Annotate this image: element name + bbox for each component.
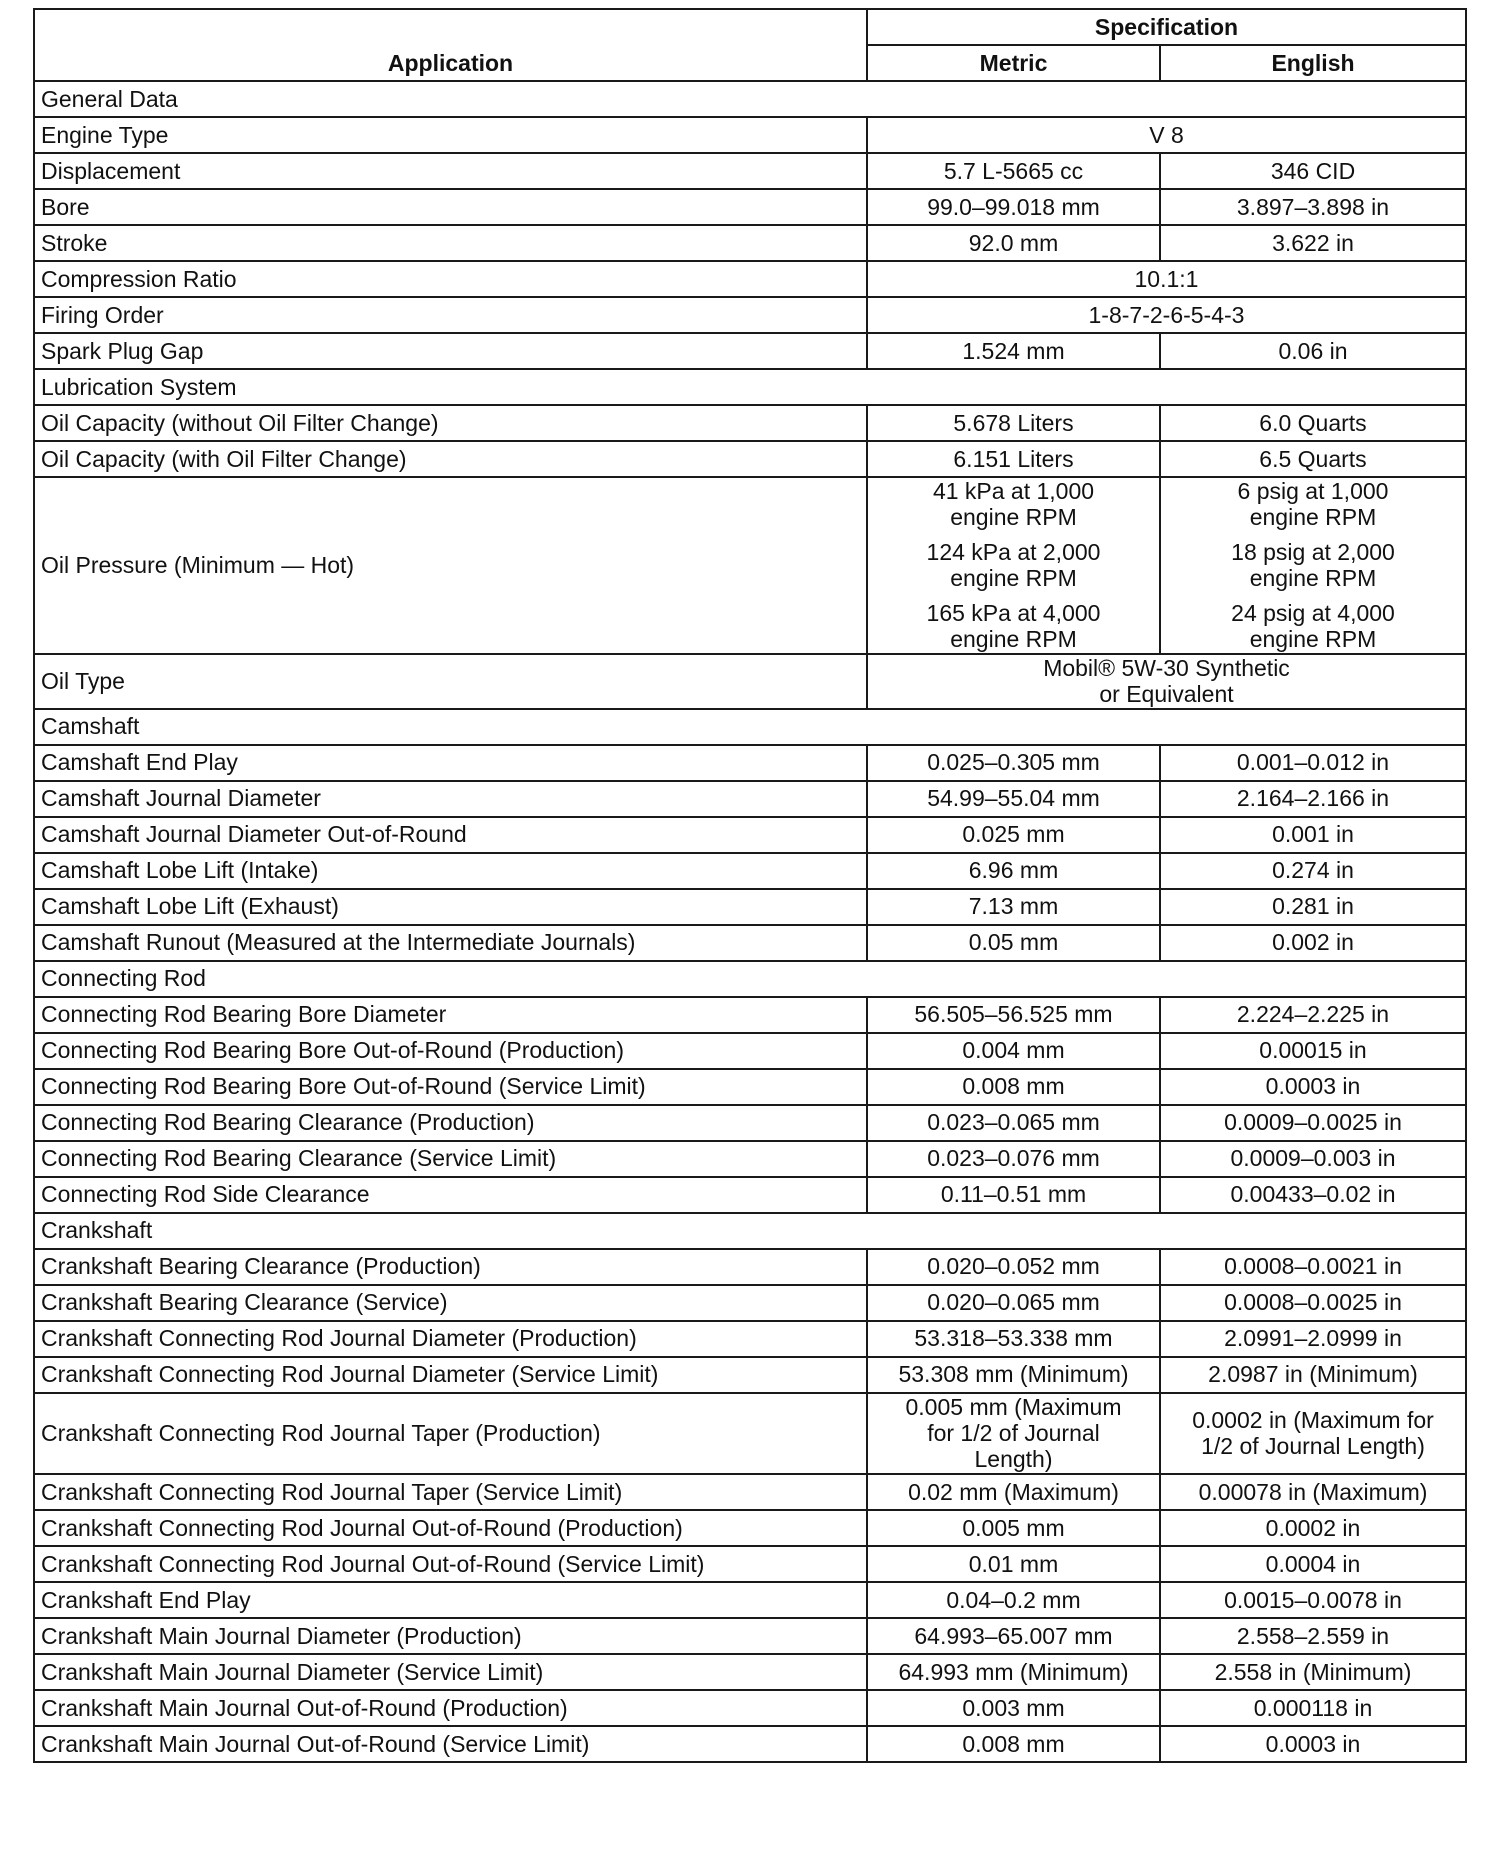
english-cell: 0.0015–0.0078 in bbox=[1160, 1582, 1466, 1618]
english-cell: 0.0002 in bbox=[1160, 1510, 1466, 1546]
application-cell: Crankshaft Connecting Rod Journal Diameter (Production) bbox=[34, 1321, 867, 1357]
english-cell: 0.06 in bbox=[1160, 333, 1466, 369]
english-cell: 0.001–0.012 in bbox=[1160, 745, 1466, 781]
metric-cell: 53.308 mm (Minimum) bbox=[867, 1357, 1160, 1393]
application-cell: Spark Plug Gap bbox=[34, 333, 867, 369]
english-cell-line: engine RPM bbox=[1249, 565, 1377, 592]
application-cell: Crankshaft Connecting Rod Journal Diameter (Service Limit) bbox=[34, 1357, 867, 1393]
merged-value-cell: 1-8-7-2-6-5-4-3 bbox=[867, 297, 1466, 333]
english-cell: 0.0009–0.003 in bbox=[1160, 1141, 1466, 1177]
metric-cell: 99.0–99.018 mm bbox=[867, 189, 1160, 225]
section-row bbox=[34, 1213, 1466, 1249]
section-row bbox=[34, 709, 1466, 745]
english-cell: 3.897–3.898 in bbox=[1160, 189, 1466, 225]
english-cell: 0.0004 in bbox=[1160, 1546, 1466, 1582]
table-row bbox=[34, 189, 1466, 225]
specification-header: Specification bbox=[867, 9, 1466, 45]
table-row bbox=[34, 1321, 1466, 1357]
english-cell-line: 6 psig at 1,000 bbox=[1237, 478, 1389, 504]
section-title: General Data bbox=[34, 81, 1466, 117]
metric-cell-line: 165 kPa at 4,000 bbox=[926, 599, 1101, 626]
application-cell: Crankshaft Main Journal Out-of-Round (Production) bbox=[34, 1690, 867, 1726]
table-row bbox=[34, 1357, 1466, 1393]
metric-cell-line: 124 kPa at 2,000 bbox=[926, 538, 1101, 565]
metric-cell: 0.003 mm bbox=[867, 1690, 1160, 1726]
metric-cell: 5.7 L-5665 cc bbox=[867, 153, 1160, 189]
application-cell: Crankshaft Connecting Rod Journal Out-of-Round (Service Limit) bbox=[34, 1546, 867, 1582]
metric-cell-line: engine RPM bbox=[950, 626, 1077, 653]
application-cell: Oil Capacity (with Oil Filter Change) bbox=[34, 441, 867, 477]
application-cell: Crankshaft Connecting Rod Journal Taper (Service Limit) bbox=[34, 1474, 867, 1510]
metric-cell: 6.151 Liters bbox=[867, 441, 1160, 477]
english-cell: 2.164–2.166 in bbox=[1160, 781, 1466, 817]
table-row bbox=[34, 889, 1466, 925]
application-cell: Connecting Rod Side Clearance bbox=[34, 1177, 867, 1213]
table-row bbox=[34, 1069, 1466, 1105]
application-cell: Connecting Rod Bearing Clearance (Production) bbox=[34, 1105, 867, 1141]
metric-cell: 0.004 mm bbox=[867, 1033, 1160, 1069]
table-row bbox=[34, 1285, 1466, 1321]
english-cell-line: engine RPM bbox=[1249, 626, 1377, 653]
english-cell: 0.00433–0.02 in bbox=[1160, 1177, 1466, 1213]
section-row bbox=[34, 81, 1466, 117]
table-row bbox=[34, 1546, 1466, 1582]
metric-cell: 0.05 mm bbox=[867, 925, 1160, 961]
metric-cell: 0.008 mm bbox=[867, 1069, 1160, 1105]
english-cell: 6.5 Quarts bbox=[1160, 441, 1466, 477]
table-row bbox=[34, 333, 1466, 369]
section-title: Camshaft bbox=[34, 709, 1466, 745]
english-cell-line: 1/2 of Journal Length) bbox=[1201, 1433, 1425, 1460]
table-row bbox=[34, 1474, 1466, 1510]
table-row bbox=[34, 1582, 1466, 1618]
english-header: English bbox=[1160, 45, 1466, 81]
section-row bbox=[34, 369, 1466, 405]
application-cell: Connecting Rod Bearing Bore Diameter bbox=[34, 997, 867, 1033]
table-row bbox=[34, 817, 1466, 853]
english-cell-line: 18 psig at 2,000 bbox=[1231, 538, 1395, 565]
english-cell: 2.558 in (Minimum) bbox=[1160, 1654, 1466, 1690]
metric-cell: 56.505–56.525 mm bbox=[867, 997, 1160, 1033]
metric-cell: 0.020–0.065 mm bbox=[867, 1285, 1160, 1321]
english-cell-line: 24 psig at 4,000 bbox=[1231, 599, 1395, 626]
english-cell-line: 0.0002 in (Maximum for bbox=[1192, 1406, 1434, 1433]
application-cell: Oil Type bbox=[34, 654, 867, 709]
table-row bbox=[34, 997, 1466, 1033]
metric-cell: 0.11–0.51 mm bbox=[867, 1177, 1160, 1213]
table-row bbox=[34, 1033, 1466, 1069]
english-cell: 0.0003 in bbox=[1160, 1069, 1466, 1105]
application-cell: Oil Pressure (Minimum — Hot) bbox=[34, 477, 867, 654]
table-row bbox=[34, 261, 1466, 297]
application-cell: Firing Order bbox=[34, 297, 867, 333]
table-row bbox=[34, 781, 1466, 817]
metric-cell-line: 0.005 mm (Maximum bbox=[905, 1393, 1122, 1420]
merged-value-cell-line: Mobil® 5W-30 Synthetic bbox=[1043, 654, 1290, 681]
table-row bbox=[34, 925, 1466, 961]
english-cell: 0.00078 in (Maximum) bbox=[1160, 1474, 1466, 1510]
english-cell: 0.274 in bbox=[1160, 853, 1466, 889]
metric-cell: 64.993–65.007 mm bbox=[867, 1618, 1160, 1654]
metric-cell bbox=[867, 1393, 1160, 1474]
engine-spec-table bbox=[33, 8, 1467, 1763]
metric-cell-line: engine RPM bbox=[950, 565, 1077, 592]
english-cell: 0.0008–0.0021 in bbox=[1160, 1249, 1466, 1285]
metric-cell: 0.01 mm bbox=[867, 1546, 1160, 1582]
table-row bbox=[34, 1726, 1466, 1762]
table-row bbox=[34, 1177, 1466, 1213]
application-cell: Crankshaft Connecting Rod Journal Taper (Production) bbox=[34, 1393, 867, 1474]
application-cell: Camshaft Lobe Lift (Exhaust) bbox=[34, 889, 867, 925]
application-cell: Camshaft End Play bbox=[34, 745, 867, 781]
metric-cell: 53.318–53.338 mm bbox=[867, 1321, 1160, 1357]
metric-cell: 5.678 Liters bbox=[867, 405, 1160, 441]
merged-value-cell: V 8 bbox=[867, 117, 1466, 153]
metric-cell: 0.008 mm bbox=[867, 1726, 1160, 1762]
metric-cell: 0.023–0.076 mm bbox=[867, 1141, 1160, 1177]
table-row bbox=[34, 1510, 1466, 1546]
english-cell bbox=[1160, 477, 1466, 654]
application-cell: Connecting Rod Bearing Bore Out-of-Round (Production) bbox=[34, 1033, 867, 1069]
table-row bbox=[34, 1105, 1466, 1141]
table-row bbox=[34, 1393, 1466, 1474]
table-row bbox=[34, 654, 1466, 709]
metric-cell-line: Length) bbox=[974, 1446, 1053, 1473]
section-title: Connecting Rod bbox=[34, 961, 1466, 997]
metric-cell: 0.023–0.065 mm bbox=[867, 1105, 1160, 1141]
metric-cell: 0.025 mm bbox=[867, 817, 1160, 853]
english-cell: 2.224–2.225 in bbox=[1160, 997, 1466, 1033]
application-cell: Camshaft Journal Diameter Out-of-Round bbox=[34, 817, 867, 853]
metric-header: Metric bbox=[867, 45, 1160, 81]
application-cell: Displacement bbox=[34, 153, 867, 189]
table-row bbox=[34, 441, 1466, 477]
application-cell: Oil Capacity (without Oil Filter Change) bbox=[34, 405, 867, 441]
table-row bbox=[34, 225, 1466, 261]
merged-value-cell bbox=[867, 654, 1466, 709]
section-title: Lubrication System bbox=[34, 369, 1466, 405]
application-cell: Crankshaft Connecting Rod Journal Out-of-Round (Production) bbox=[34, 1510, 867, 1546]
table-row bbox=[34, 853, 1466, 889]
table-row bbox=[34, 1690, 1466, 1726]
metric-cell: 64.993 mm (Minimum) bbox=[867, 1654, 1160, 1690]
application-cell: Crankshaft Main Journal Diameter (Production) bbox=[34, 1618, 867, 1654]
english-cell: 6.0 Quarts bbox=[1160, 405, 1466, 441]
application-cell: Crankshaft Main Journal Out-of-Round (Service Limit) bbox=[34, 1726, 867, 1762]
table-row bbox=[34, 1249, 1466, 1285]
application-header: Application bbox=[34, 9, 867, 81]
table-row bbox=[34, 1618, 1466, 1654]
english-cell: 0.002 in bbox=[1160, 925, 1466, 961]
metric-cell: 0.02 mm (Maximum) bbox=[867, 1474, 1160, 1510]
section-row bbox=[34, 961, 1466, 997]
english-cell: 0.00015 in bbox=[1160, 1033, 1466, 1069]
metric-cell: 0.04–0.2 mm bbox=[867, 1582, 1160, 1618]
metric-cell-line: for 1/2 of Journal bbox=[927, 1419, 1100, 1446]
section-title: Crankshaft bbox=[34, 1213, 1466, 1249]
table-row bbox=[34, 1654, 1466, 1690]
metric-cell: 7.13 mm bbox=[867, 889, 1160, 925]
metric-cell: 6.96 mm bbox=[867, 853, 1160, 889]
metric-cell: 0.020–0.052 mm bbox=[867, 1249, 1160, 1285]
metric-cell-line: engine RPM bbox=[950, 504, 1077, 531]
table-row bbox=[34, 405, 1466, 441]
english-cell: 3.622 in bbox=[1160, 225, 1466, 261]
table-row bbox=[34, 477, 1466, 654]
english-cell: 0.0008–0.0025 in bbox=[1160, 1285, 1466, 1321]
table-header bbox=[34, 9, 1466, 81]
table-row bbox=[34, 297, 1466, 333]
application-cell: Connecting Rod Bearing Bore Out-of-Round (Service Limit) bbox=[34, 1069, 867, 1105]
english-cell: 0.281 in bbox=[1160, 889, 1466, 925]
application-cell: Crankshaft Bearing Clearance (Service) bbox=[34, 1285, 867, 1321]
metric-cell: 92.0 mm bbox=[867, 225, 1160, 261]
application-cell: Stroke bbox=[34, 225, 867, 261]
application-cell: Crankshaft Main Journal Diameter (Service Limit) bbox=[34, 1654, 867, 1690]
application-cell: Camshaft Journal Diameter bbox=[34, 781, 867, 817]
table-row bbox=[34, 745, 1466, 781]
table-row bbox=[34, 117, 1466, 153]
english-cell: 2.558–2.559 in bbox=[1160, 1618, 1466, 1654]
metric-cell: 0.025–0.305 mm bbox=[867, 745, 1160, 781]
english-cell: 0.0009–0.0025 in bbox=[1160, 1105, 1466, 1141]
english-cell: 0.0003 in bbox=[1160, 1726, 1466, 1762]
english-cell: 346 CID bbox=[1160, 153, 1466, 189]
metric-cell: 1.524 mm bbox=[867, 333, 1160, 369]
english-cell: 2.0991–2.0999 in bbox=[1160, 1321, 1466, 1357]
application-cell: Compression Ratio bbox=[34, 261, 867, 297]
application-cell: Engine Type bbox=[34, 117, 867, 153]
english-cell-line: engine RPM bbox=[1249, 504, 1377, 531]
table-row bbox=[34, 153, 1466, 189]
application-cell: Connecting Rod Bearing Clearance (Service Limit) bbox=[34, 1141, 867, 1177]
application-cell: Camshaft Runout (Measured at the Intermediate Journals) bbox=[34, 925, 867, 961]
application-cell: Crankshaft End Play bbox=[34, 1582, 867, 1618]
english-cell bbox=[1160, 1393, 1466, 1474]
merged-value-cell-line: or Equivalent bbox=[1099, 681, 1234, 708]
metric-cell: 54.99–55.04 mm bbox=[867, 781, 1160, 817]
application-cell: Camshaft Lobe Lift (Intake) bbox=[34, 853, 867, 889]
metric-cell bbox=[867, 477, 1160, 654]
table-row bbox=[34, 1141, 1466, 1177]
metric-cell-line: 41 kPa at 1,000 bbox=[932, 478, 1095, 504]
table-body bbox=[34, 81, 1466, 1762]
english-cell: 0.000118 in bbox=[1160, 1690, 1466, 1726]
english-cell: 2.0987 in (Minimum) bbox=[1160, 1357, 1466, 1393]
english-cell: 0.001 in bbox=[1160, 817, 1466, 853]
metric-cell: 0.005 mm bbox=[867, 1510, 1160, 1546]
application-cell: Bore bbox=[34, 189, 867, 225]
application-cell: Crankshaft Bearing Clearance (Production) bbox=[34, 1249, 867, 1285]
merged-value-cell: 10.1:1 bbox=[867, 261, 1466, 297]
